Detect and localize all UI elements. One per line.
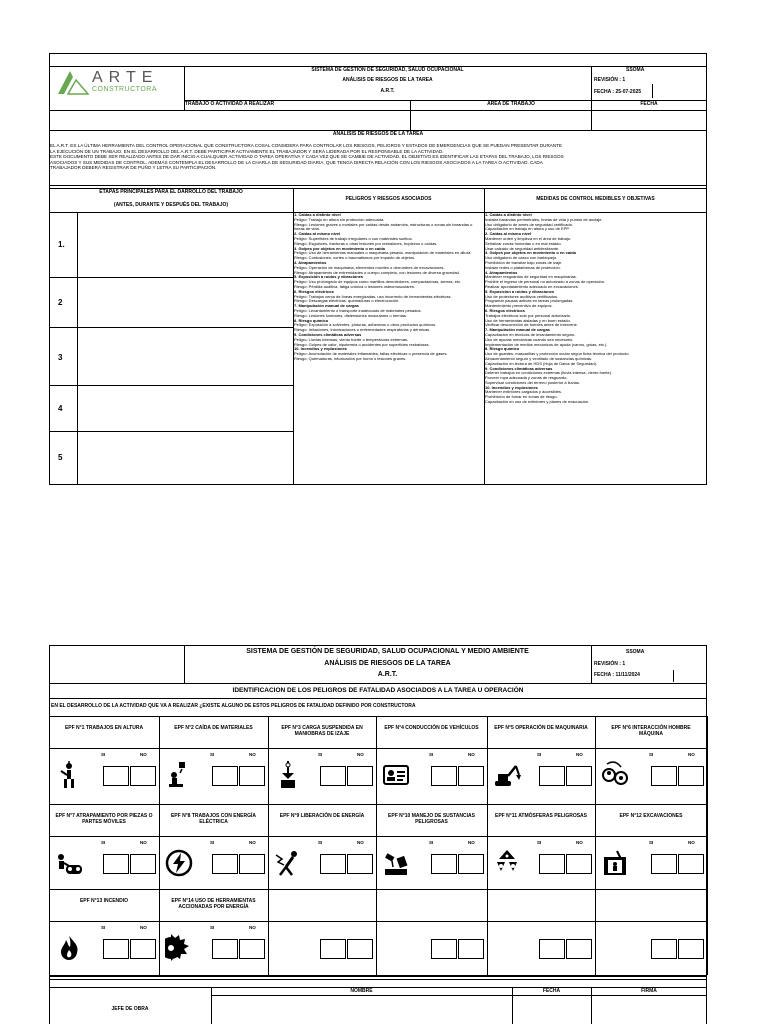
epf-14-no-checkbox[interactable] [239, 939, 265, 959]
control-line: Proveer ropa adecuada y zonas de resguardo. [485, 375, 568, 381]
falling-object-icon [165, 761, 193, 789]
col-fecha: FECHA [640, 101, 658, 107]
doc2-code: SSOMA [626, 649, 645, 655]
hazard-heading: 10. Incendios y explosiones [294, 346, 347, 352]
epf-label-8: EPF N°8 TRABAJOS CON ENERGÍA ELÉCTRICA [170, 813, 257, 825]
control-line: Verificar desconexión de fuentes antes de intervenir. [485, 322, 578, 328]
sign-firma: FIRMA [641, 988, 657, 994]
epf-6-si-checkbox[interactable] [651, 766, 677, 786]
control-line: Implementación de medios mecánicos de ayuda (carros, grúas, etc.). [485, 341, 608, 347]
epf-9-si-checkbox[interactable] [320, 854, 346, 874]
epf-7-no-checkbox[interactable] [130, 854, 156, 874]
no-label: NO [249, 925, 256, 930]
epf-label-12: EPF N°12 EXCAVACIONES [619, 813, 683, 819]
no-label: NO [576, 752, 583, 757]
epf-3-no-checkbox[interactable] [347, 766, 373, 786]
jefe-firma-field[interactable] [592, 996, 706, 1024]
no-label: NO [468, 840, 475, 845]
epf-18-si-checkbox[interactable] [651, 939, 677, 959]
control-line: Señalizar zonas húmedas o en mal estado. [485, 240, 562, 246]
epf-3-si-checkbox[interactable] [320, 766, 346, 786]
epf-2-no-checkbox[interactable] [239, 766, 265, 786]
hazard-line: Riesgo: Pérdida auditiva, fatiga crónica o lesiones osteomusculares. [294, 283, 415, 289]
hazard-line: Peligro: Acumulación de materiales inflamables, fallas eléctricas o presencia de gases. [294, 351, 448, 357]
revision: REVISIÓN : 1 [594, 77, 626, 83]
fire-icon [55, 934, 83, 962]
control-line: Prohibición de transitar bajo zonas de izaje. [485, 259, 563, 265]
step-2: 2 [58, 298, 63, 307]
no-label: NO [468, 752, 475, 757]
hazard-line: Peligro: Uso prolongado de equipos como martillos demoledores, compactadoras, sierras, etc. [294, 279, 462, 285]
control-line: Capacitación en trabajo en altura y uso de EPP. [485, 226, 570, 232]
epf-16-si-checkbox[interactable] [431, 939, 457, 959]
header2-line-2: ANÁLISIS DE RIESGOS DE LA TAREA [324, 660, 451, 667]
hazard-heading: 7. Manipulación manual de cargas [294, 303, 359, 309]
si-label: SI [210, 752, 215, 757]
si-label: SI [537, 840, 542, 845]
epf-10-no-checkbox[interactable] [458, 854, 484, 874]
hazard-line: Riesgo: Atrapamiento de extremidades o cuerpo completo, con lesiones de diversa gravedad. [294, 269, 460, 275]
epf-12-si-checkbox[interactable] [651, 854, 677, 874]
suspended-load-icon [274, 761, 302, 789]
control-heading: 4. Atrapamientos [485, 269, 518, 275]
control-line: Almacenamiento seguro y ventilado de sustancias químicas. [485, 355, 593, 361]
epf-label-13: EPF N°13 INCENDIO [79, 898, 129, 904]
epf-7-si-checkbox[interactable] [103, 854, 129, 874]
jefe-de-obra: JEFE DE OBRA [111, 1006, 149, 1012]
control-line: Mantener extintores cargados y accesibles. [485, 389, 562, 395]
hazard-line: Peligro: Trabajos cerca de líneas energizadas, uso incorrecto de herramientas eléctricas. [294, 293, 452, 299]
control-heading: 2. Caídas al mismo nivel [485, 231, 532, 237]
hazard-line: Peligro: Superficies de trabajo irregulares o con materiales sueltos. [294, 235, 413, 241]
steps-header-2: (ANTES, DURANTE Y DESPUÉS DEL TRABAJO) [113, 202, 229, 208]
no-label: NO [140, 752, 147, 757]
electric-icon [165, 849, 193, 877]
control-line: Usar calzado de seguridad antideslizante. [485, 245, 560, 251]
hazard-line: Peligro: Operación de maquinaria, elementos móviles o derrumbes de excavaciones. [294, 264, 445, 270]
hazards-list [294, 213, 483, 433]
header2-line-1: SISTEMA DE GESTIÓN DE SEGURIDAD, SALUD OCUPACIONAL Y MEDIO AMBIENTE [246, 648, 529, 655]
hazard-atmosphere-icon [493, 849, 521, 877]
control-line: Uso obligatorio de casco con barbiquejo. [485, 255, 558, 261]
si-label: SI [101, 925, 106, 930]
controls-header: MEDIDAS DE CONTROL MEDIBLES Y OBJETIVAS [536, 196, 655, 202]
control-heading: 8. Riesgo químico [485, 346, 520, 352]
jefe-fecha-field[interactable] [513, 996, 590, 1024]
control-heading: 10. Incendios y explosiones [485, 384, 538, 390]
hazard-line: Riesgo: Quemaduras, intoxicación por humo o lesiones graves. [294, 355, 407, 361]
no-label: NO [249, 840, 256, 845]
control-line: Prohibición de fumar en zonas de riesgo. [485, 394, 558, 400]
hazard-heading: 2. Caídas al mismo nivel [294, 231, 341, 237]
hazard-heading: 1. Caídas a distinto nivel [294, 213, 341, 217]
doc-date: FECHA : 25-07-2025 [594, 89, 642, 95]
analysis-title: ANÁLISIS DE RIESGOS DE LA TAREA [332, 131, 424, 137]
si-label: SI [649, 840, 654, 845]
epf-label-5: EPF N°5 OPERACIÓN DE MAQUINARIA [494, 725, 588, 731]
control-heading: 7. Manipulación manual de cargas [485, 327, 550, 333]
epf-5-no-checkbox[interactable] [566, 766, 592, 786]
epf-15-no-checkbox[interactable] [347, 939, 373, 959]
hazard-heading: 5. Exposición a ruidos y vibraciones [294, 274, 364, 280]
section-title: IDENTIFICACION DE LOS PELIGROS DE FATALIDAD ASOCIADOS A LA TAREA U OPERACIÓN [232, 687, 524, 694]
epf-label-3: EPF N°3 CARGA SUSPENDIDA EN MANIOBRAS DE IZAJE [281, 725, 363, 737]
control-line: Capacitación en técnicas de levantamiento seguro. [485, 331, 576, 337]
intro-text: EL A.R.T. ES LA ÚLTIMA HERRAMIENTA DEL CONTROL OPERACIONAL QUE CONSTRUCTORA COSAL CONSIDERA PARA CONTROLAR LOS RIESGOS, PELIGROS Y ESTADOS DE EMERGENCIAS QUE SE PUEDAN PRESENTAR DURANTE LA EJECUCIÓN DE UN TRABAJO. EN EL DESARROLLO DEL A.R.T. DEBE PARTICIPAR ACTIVAMENTE EL TRABAJADOR Y SERÁ LIDERADA POR EL RESPONSABLE DE LA ACTIVIDAD. ESTE DOCUMENTO DEBE SER REALIZADO ANTES DE DAR INICIO A CUALQUIER ACTIVIDAD O TAREA OPERATIVA Y CADA VEZ QUE SE CAMBIE DE ACTIVIDAD. EL OBJETIVO ES IDENTIFICAR LAS ETAPAS DEL TRABAJO, LOS RIESGOS ASOCIADOS Y SUS MEDIDAS DE CONTROL. ADEMÁS CONTEMPLA EL DESARROLLO DE LA CHARLA DE SEGURIDAD DIARIA, QUE TENGA DIRECTA RELACIÓN CON LOS RIESGOS ASOCIADOS A LA TAREA O ACTIVIDAD. CADA TRABAJADOR DEBERÁ REGISTRAR DE PUÑO Y LETRA SU PARTICIPACIÓN. [50, 143, 564, 171]
excavator-icon [493, 761, 521, 789]
si-label: SI [537, 752, 542, 757]
no-label: NO [688, 752, 695, 757]
control-line: Detener trabajos en condiciones extremas (lluvia intensa, viento fuerte). [485, 370, 613, 376]
control-heading: 1. Caídas a distinto nivel [485, 213, 532, 217]
no-label: NO [140, 925, 147, 930]
control-line: Instalar barandas perimetrales, líneas de vida y puntos de anclaje. [485, 216, 603, 222]
control-line: Uso obligatorio de arnés de seguridad certificado. [485, 221, 574, 227]
energy-release-icon [274, 849, 302, 877]
epf-4-no-checkbox[interactable] [458, 766, 484, 786]
epf-label-7: EPF N°7 ATRAPAMIENTO POR PIEZAS O PARTES MÓVILES [55, 813, 153, 825]
control-heading: 5. Exposición a ruidos y vibraciones [485, 288, 555, 294]
no-label: NO [357, 752, 364, 757]
epf-13-no-checkbox[interactable] [130, 939, 156, 959]
hazard-line: Riesgo: Golpes de calor, hipotermia o accidentes por superficies resbalosas. [294, 341, 430, 347]
si-label: SI [101, 840, 106, 845]
jefe-nombre-field[interactable] [212, 996, 511, 1024]
no-label: NO [576, 840, 583, 845]
epf-label-2: EPF N°2 CAÍDA DE MATERIALES [174, 725, 253, 731]
control-line: Uso de herramientas aisladas y en buen estado. [485, 317, 571, 323]
logo-main: ARTE [92, 69, 159, 86]
epf-label-11: EPF N°11 ATMÓSFERAS PELIGROSAS [494, 813, 587, 819]
epf-4-si-checkbox[interactable] [431, 766, 457, 786]
no-label: NO [140, 840, 147, 845]
epf-label-1: EPF N°1 TRABAJOS EN ALTURA [64, 725, 144, 731]
control-line: Prohibir el ingreso de personal no autorizado a zonas de operación. [485, 279, 606, 285]
epf-8-no-checkbox[interactable] [239, 854, 265, 874]
license-icon [382, 761, 410, 789]
control-line: Programar pausas activas en tareas prolongadas. [485, 298, 574, 304]
si-label: SI [649, 752, 654, 757]
epf-9-no-checkbox[interactable] [347, 854, 373, 874]
hazards-header: PELIGROS Y RIESGOS ASOCIADOS [345, 196, 432, 202]
control-line: Realizar apuntalamiento adecuado en excavaciones. [485, 283, 579, 289]
col-area: ÁREA DE TRABAJO [487, 101, 535, 107]
saw-icon [165, 934, 193, 962]
control-line: Capacitación en lectura de HDS (Hoja de Datos de Seguridad). [485, 360, 598, 366]
hazard-line: Riesgo: Irritaciones, intoxicaciones o enfermedades respiratorias y dérmicas. [294, 327, 431, 333]
excavation-icon [601, 849, 629, 877]
epf-label-9: EPF N°9 LIBERACIÓN DE ENERGÍA [279, 813, 365, 819]
control-line: Mantener resguardos de seguridad en maquinarias. [485, 274, 577, 280]
hazard-line: Riesgo: Descargas eléctricas, quemaduras o electrocución. [294, 298, 400, 304]
hazard-line: Peligro: Trabajo en altura sin protección adecuada. [294, 216, 385, 222]
control-heading: 9. Condiciones climáticas adversas [485, 365, 553, 371]
epf-label-6: EPF N°6 INTERACCIÓN HOMBRE MÁQUINA [611, 725, 691, 737]
controls-list [485, 213, 705, 445]
control-line: Supervisar condiciones del terreno posterior a lluvias. [485, 379, 580, 385]
epf-label-10: EPF N°10 MANEJO DE SUSTANCIAS PELIGROSAS [388, 813, 475, 825]
header-line-3: A.R.T. [380, 88, 395, 94]
si-label: SI [318, 840, 323, 845]
header2-line-3: A.R.T. [377, 671, 398, 678]
step-5: 5 [58, 453, 63, 462]
epf-14-si-checkbox[interactable] [212, 939, 238, 959]
step-4: 4 [58, 404, 63, 413]
epf-17-si-checkbox[interactable] [539, 939, 565, 959]
step-3: 3 [58, 353, 63, 362]
harness-icon [55, 761, 83, 789]
epf-1-no-checkbox[interactable] [130, 766, 156, 786]
entrapment-icon [55, 849, 83, 877]
control-line: Uso de guantes, mascarillas y protección ocular según ficha técnica del producto. [485, 351, 630, 357]
control-heading: 6. Riesgos eléctricos [485, 307, 525, 313]
sign-fecha: FECHA [542, 988, 561, 994]
si-label: SI [210, 925, 215, 930]
hazard-heading: 3. Golpes por objetos en movimiento o en caída [294, 245, 385, 251]
header-line-2: ANÁLISIS DE RIESGOS DE LA TAREA [342, 77, 433, 83]
si-label: SI [318, 752, 323, 757]
hazard-line: Riesgo: Contusiones, cortes o traumatismos por impacto de objetos. [294, 255, 416, 261]
revision2: REVISIÓN : 1 [594, 661, 626, 667]
hazard-line: Peligro: Lluvias intensas, viento fuerte o temperaturas extremas. [294, 336, 409, 342]
step-1: 1. [58, 240, 65, 249]
epf-12-no-checkbox[interactable] [678, 854, 704, 874]
hazard-heading: 9. Condiciones climáticas adversas [294, 331, 362, 337]
control-line: Capacitación en uso de extintores y planes de evacuación. [485, 399, 590, 405]
hazard-line: Riesgo: Lesiones lumbares, distensiones musculares o hernias. [294, 312, 407, 318]
si-label: SI [101, 752, 106, 757]
hazard-heading: 6. Riesgos eléctricos [294, 288, 334, 294]
hazard-line: Riesgo: Esguinces, fracturas u otras lesiones por resbalones, tropiezos o caídas. [294, 240, 438, 246]
epf-17-no-checkbox[interactable] [566, 939, 592, 959]
control-heading: 3. Golpes por objetos en movimiento o en caída [485, 250, 576, 256]
epf-10-si-checkbox[interactable] [431, 854, 457, 874]
epf-15-si-checkbox[interactable] [320, 939, 346, 959]
no-label: NO [688, 840, 695, 845]
control-line: Mantener orden y limpieza en el área de trabajo. [485, 235, 572, 241]
sign-nombre: NOMBRE [350, 988, 373, 994]
col-work: TRABAJO O ACTIVIDAD A REALIZAR [184, 101, 275, 107]
hazard-heading: 4. Atrapamientos [294, 259, 327, 265]
epf-16-no-checkbox[interactable] [458, 939, 484, 959]
logo-sub: CONSTRUCTORA [92, 86, 157, 93]
hazard-line: Riesgo: Lesiones graves o mortales por caídas desde andamios, estructuras o zonas sin barandas o líneas de vida. [294, 221, 473, 232]
epf-2-si-checkbox[interactable] [212, 766, 238, 786]
si-label: SI [429, 752, 434, 757]
epf-11-no-checkbox[interactable] [566, 854, 592, 874]
doc2-date: FECHA : 11/11/2024 [594, 672, 640, 678]
control-line: Trabajos eléctricos solo por personal autorizado. [485, 312, 572, 318]
chemical-icon [382, 849, 410, 877]
hazard-line: Peligro: Levantamiento o transporte inadecuado de materiales pesados. [294, 307, 422, 313]
man-machine-icon [601, 761, 629, 789]
arte-logo-icon [56, 68, 90, 96]
question: EN EL DESARROLLO DE LA ACTIVIDAD QUE VA A REALIZAR ¿EXISTE ALGUNO DE ESTOS PELIGROS DE FATALIDAD DEFINIDO POR CONSTRUCTORA [51, 703, 416, 709]
control-line: Uso de ayudas mecánicas cuando sea necesario. [485, 336, 574, 342]
control-line: Instalar redes o plataformas de protección. [485, 264, 561, 270]
epf-label-4: EPF N°4 CONDUCCIÓN DE VEHÍCULOS [384, 725, 479, 731]
epf-1-si-checkbox[interactable] [103, 766, 129, 786]
no-label: NO [249, 752, 256, 757]
no-label: NO [357, 840, 364, 845]
epf-label-14: EPF N°14 USO DE HERRAMIENTAS ACCIONADAS POR ENERGÍA [171, 898, 256, 910]
header-line-1: SISTEMA DE GESTIÓN DE SEGURIDAD, SALUD OCUPACIONAL [311, 67, 464, 73]
epf-6-no-checkbox[interactable] [678, 766, 704, 786]
epf-11-si-checkbox[interactable] [539, 854, 565, 874]
epf-13-si-checkbox[interactable] [103, 939, 129, 959]
epf-8-si-checkbox[interactable] [212, 854, 238, 874]
hazard-line: Peligro: Exposición a solventes, pinturas, adhesivos u otros productos químicos. [294, 322, 437, 328]
control-line: Uso de protectores auditivos certificados. [485, 293, 559, 299]
hazard-line: Peligro: Uso de herramientas manuales o maquinaria pesada, manipulación de materiales en altura. [294, 250, 472, 256]
epf-5-si-checkbox[interactable] [539, 766, 565, 786]
control-line: Mantenimiento preventivo de equipos. [485, 303, 553, 309]
hazard-heading: 8. Riesgo químico [294, 317, 329, 323]
epf-18-no-checkbox[interactable] [678, 939, 704, 959]
si-label: SI [429, 840, 434, 845]
doc-code: SSOMA [626, 67, 645, 73]
si-label: SI [210, 840, 215, 845]
steps-header-1: ETAPAS PRINCIPALES PARA EL DARROLLO DEL TRABAJO [99, 189, 243, 195]
